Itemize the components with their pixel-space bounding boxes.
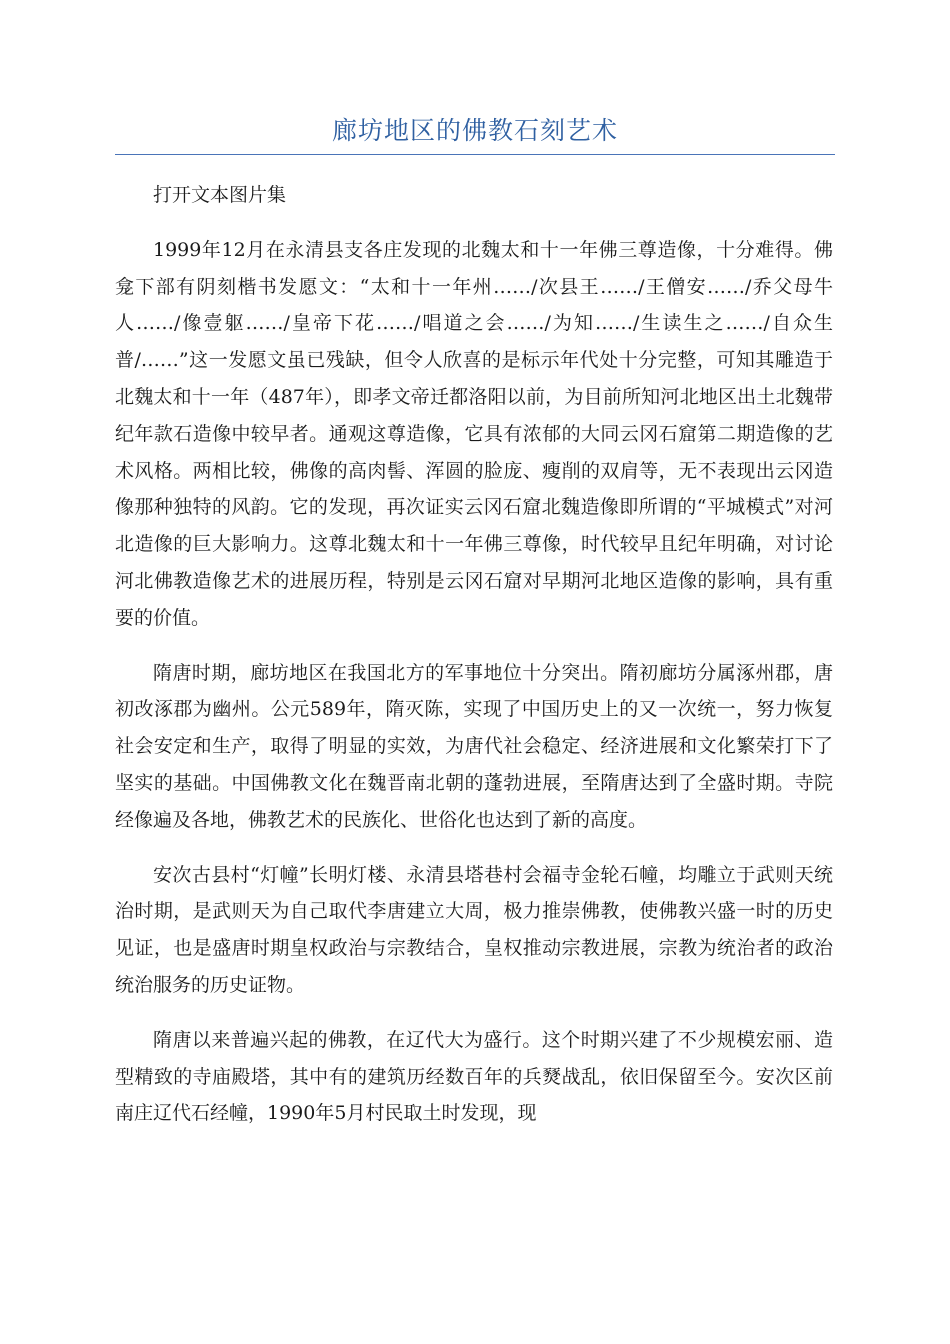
- document-title: 廊坊地区的佛教石刻艺术: [331, 116, 618, 145]
- paragraph-image-set-link[interactable]: 打开文本图片集: [153, 184, 287, 206]
- paragraph-northern-wei-statue: 1999年12月在永清县支各庄发现的北魏太和十一年佛三尊造像，十分难得。佛龛下部有阴刻楷书发愿文：“太和十一年州……/次县王……/王僧安……/乔父母牛人……/像壹躯……/皇帝下花……/唱道之会……/为知……/生读生之……/自众生普/……”这一发愿文虽已残缺，但令人欣喜的是标示年代处十分完整，可知其雕造于北魏太和十一年（487年），即孝文帝迁都洛阳以前，为目前所知河北地区出土北魏带纪年款石造像中较早者。通观这尊造像，它具有浓郁的大同云冈石窟第二期造像的艺术风格。两相比较，佛像的高肉髻、浑圆的脸庞、瘦削的双肩等，无不表现出云冈造像那种独特的风韵。它的发现，再次证实云冈石窟北魏造像即所谓的“平城模式”对河北造像的巨大影响力。这尊北魏太和十一年佛三尊像，时代较早且纪年明确，对讨论河北佛教造像艺术的进展历程，特别是云冈石窟对早期河北地区造像的影响，具有重要的价值。: [115, 238, 833, 629]
- document-body: [115, 177, 833, 1150]
- title-underline: [115, 154, 835, 155]
- paragraph-sui-tang-period: 隋唐时期，廊坊地区在我国北方的军事地位十分突出。隋初廊坊分属涿州郡，唐初改涿郡为幽州。公元589年，隋灭陈，实现了中国历史上的又一次统一，努力恢复社会安定和生产，取得了明显的实效，为唐代社会稳定、经济进展和文化繁荣打下了坚实的基础。中国佛教文化在魏晋南北朝的蓬勃进展，至隋唐达到了全盛时期。寺院经像遍及各地，佛教艺术的民族化、世俗化也达到了新的高度。: [115, 661, 833, 831]
- paragraph-wu-zetian-pillars: 安次古县村“灯幢”长明灯楼、永清县塔巷村会福寺金轮石幢，均雕立于武则天统治时期，是武则天为自己取代李唐建立大周，极力推崇佛教，使佛教兴盛一时的历史见证，也是盛唐时期皇权政治与宗教结合，皇权推动宗教进展，宗教为统治者的政治统治服务的历史证物。: [115, 863, 833, 996]
- paragraph-liao-dynasty: 隋唐以来普遍兴起的佛教，在辽代大为盛行。这个时期兴建了不少规模宏丽、造型精致的寺庙殿塔，其中有的建筑历经数百年的兵燹战乱，依旧保留至今。安次区前南庄辽代石经幢，1990年5月村民取土时发现，现: [115, 1028, 833, 1125]
